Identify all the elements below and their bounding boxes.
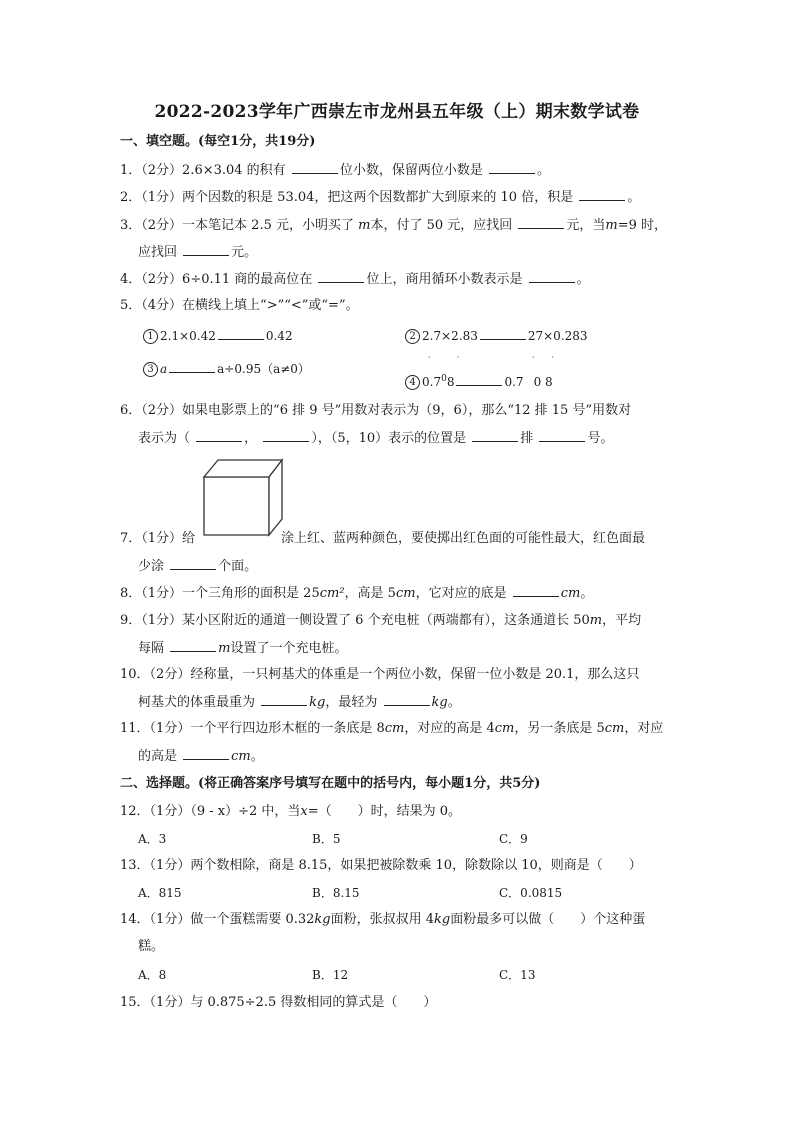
question-14-cont: 糕。 <box>138 939 165 954</box>
repeating-decimal-dots: · · <box>532 353 561 362</box>
question-10: 10．（2分）经称量，一只柯基犬的体重是一个两位小数，保留一位小数是 20.1，那么这只 <box>120 667 640 682</box>
page-title: 2022-2023学年广西崇左市龙州县五年级（上）期末数学试卷 <box>154 102 640 122</box>
question-1: 1．（2分）2.6×3.04 的积有 位小数，保留两位小数是 。 <box>120 163 550 178</box>
section-fill-blank-heading: 一、填空题。(每空1分，共19分) <box>120 134 316 149</box>
answer-blank[interactable] <box>539 429 585 442</box>
question-15: 15．（1分）与 0.875÷2.5 得数相同的算式是（ ） <box>120 995 437 1010</box>
option-b[interactable]: B．12 <box>312 968 349 982</box>
answer-blank[interactable] <box>196 429 242 442</box>
question-14: 14．（1分）做一个蛋糕需要 0.32kg面粉，张叔叔用 4kg面粉最多可以做（ ）个这种蛋 <box>120 912 646 927</box>
q5-item-3: 3 a a÷0.95（a≠0） <box>143 360 310 378</box>
answer-blank[interactable] <box>170 557 216 570</box>
question-2: 2．（1分）两个因数的积是 53.04，把这两个因数都扩大到原来的 10 倍，积是 。 <box>120 190 641 205</box>
question-6-cont: 表示为（ ， ），（5，10）表示的位置是 排 号。 <box>138 431 614 446</box>
question-13: 13．（1分）两个数相除，商是 8.15，如果把被除数乘 10，除数除以 10，则商是（ ） <box>120 858 642 873</box>
question-7: 7．（1分）给 涂上红、蓝两种颜色，要使掷出红色面的可能性最大，红色面最 <box>120 531 646 546</box>
question-5: 5．（4分）在横线上填上“>”“<”或“=”。 <box>120 298 359 313</box>
answer-blank[interactable] <box>261 693 307 706</box>
q5-item-2: 2 2.7×2.83 27×0.283 <box>405 327 588 345</box>
question-12: 12．（1分）（9 - x）÷2 中，当x=（ ）时，结果为 0。 <box>120 804 462 819</box>
answer-blank[interactable] <box>292 161 338 174</box>
question-9: 9．（1分）某小区附近的通道一侧设置了 6 个充电桩（两端都有），这条通道长 50m，平均 <box>120 613 642 628</box>
answer-blank[interactable] <box>263 429 309 442</box>
option-a[interactable]: A．815 <box>138 886 182 900</box>
section-choice-heading: 二、选择题。(将正确答案序号填写在题中的括号内，每小题1分，共5分) <box>120 776 541 791</box>
answer-blank[interactable] <box>472 429 518 442</box>
question-3: 3．（2分）一本笔记本 2.5 元，小明买了 m本，付了 50 元，应找回 元，当m=9 时， <box>120 218 668 233</box>
answer-blank[interactable] <box>183 747 229 760</box>
answer-blank[interactable] <box>489 161 535 174</box>
question-3-cont: 应找回 元。 <box>138 245 258 260</box>
repeating-decimal-dots: · · <box>428 353 467 362</box>
q5-item-4: 4 $0.7^08$ 0.7 0 8 <box>405 370 553 391</box>
q5-item-1: 1 2.1×0.42 0.42 <box>143 327 293 345</box>
option-c[interactable]: C．9 <box>499 832 528 846</box>
question-8: 8．（1分）一个三角形的面积是 25cm²，高是 5cm，它对应的底是 cm。 <box>120 586 594 601</box>
option-c[interactable]: C．13 <box>499 968 536 982</box>
answer-blank[interactable] <box>218 327 264 340</box>
answer-blank[interactable] <box>480 327 526 340</box>
answer-blank[interactable] <box>579 188 625 201</box>
option-a[interactable]: A．3 <box>138 832 167 846</box>
option-a[interactable]: A．8 <box>138 968 167 982</box>
question-4: 4．（2分）6÷0.11 商的最高位在 位上，商用循环小数表示是 。 <box>120 272 590 287</box>
question-6: 6．（2分）如果电影票上的“6 排 9 号”用数对表示为（9，6），那么“12 排 15 号”用数对 <box>120 403 632 418</box>
answer-blank[interactable] <box>518 216 564 229</box>
question-7-cont: 少涂 个面。 <box>138 559 258 574</box>
option-b[interactable]: B．5 <box>312 832 341 846</box>
question-9-cont: 每隔 m设置了一个充电桩。 <box>138 641 348 656</box>
question-11-cont: 的高是 cm。 <box>138 749 264 764</box>
answer-blank[interactable] <box>456 373 502 386</box>
answer-blank[interactable] <box>318 270 364 283</box>
option-c[interactable]: C．0.0815 <box>499 886 563 900</box>
question-11: 11．（1分）一个平行四边形木框的一条底是 8cm，对应的高是 4cm，另一条底是 5cm，对应 <box>120 721 664 736</box>
answer-blank[interactable] <box>170 639 216 652</box>
question-10-cont: 柯基犬的体重最重为 kg，最轻为 kg。 <box>138 695 461 710</box>
cube-illustration <box>198 455 284 539</box>
answer-blank[interactable] <box>513 584 559 597</box>
answer-blank[interactable] <box>384 693 430 706</box>
answer-blank[interactable] <box>529 270 575 283</box>
answer-blank[interactable] <box>169 360 215 373</box>
answer-blank[interactable] <box>183 243 229 256</box>
option-b[interactable]: B．8.15 <box>312 886 360 900</box>
